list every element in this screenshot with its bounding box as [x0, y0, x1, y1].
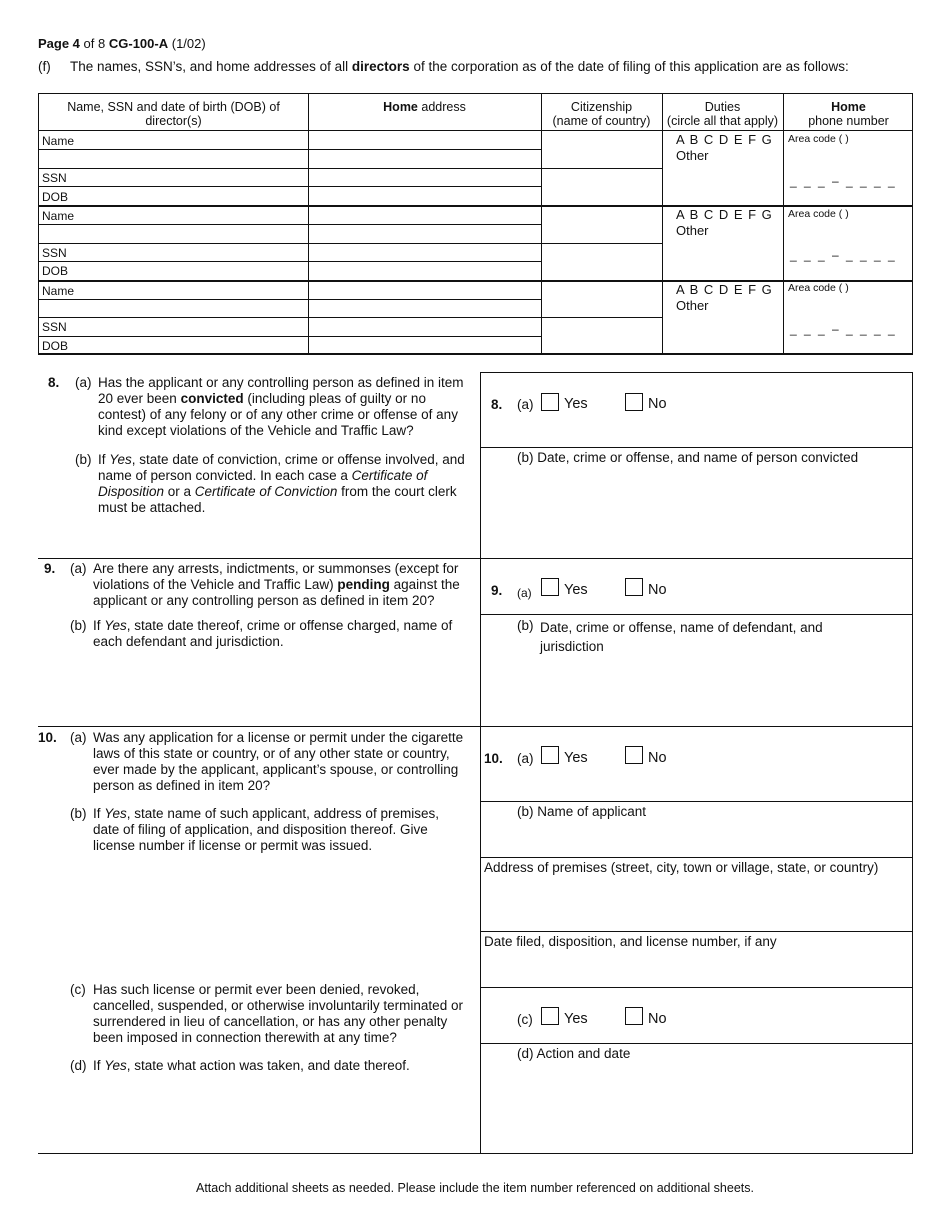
area-code-label: Area code ( ) [788, 208, 849, 220]
q10c-yes-label: Yes [564, 1011, 588, 1027]
form-date: (1/02) [171, 36, 206, 51]
q9b-question: If Yes, state date thereof, crime or offense charged, name of each defendant and jurisdiction. [93, 618, 453, 649]
intro-tag: (f) [38, 59, 51, 74]
name-label: Name [42, 134, 75, 148]
intro-text-after: of the corporation as of the date of filing of this application are as follows: [409, 59, 849, 74]
q10c-no-label: No [648, 1011, 667, 1027]
q8b-tag: (b) [75, 452, 92, 467]
area-code-label: Area code ( ) [788, 133, 849, 145]
phone-dashes[interactable]: _ _ _ – _ _ _ _ [790, 322, 897, 336]
q9-no-checkbox[interactable] [625, 578, 643, 596]
q10c-question: Has such license or permit ever been denied, revoked, cancelled, suspended, or otherwise involuntarily terminated or surrendered in lieu of cancellation, or has any other penalty been imposed in connection therewith at any time? [93, 982, 463, 1045]
directors-intro [38, 59, 918, 74]
q8b-answer-label: (b) Date, crime or offense, and name of person convicted [517, 450, 859, 465]
dob-label: DOB [42, 339, 69, 353]
page-header [38, 36, 206, 51]
q10d-answer-label: (d) Action and date [517, 1046, 631, 1061]
q10a-no-label: No [648, 750, 667, 766]
q10a-no-checkbox[interactable] [625, 746, 643, 764]
q9b-answer-tag: (b) [517, 618, 534, 633]
ssn-label: SSN [42, 246, 67, 260]
q10-number: 10. [38, 730, 57, 745]
intro-text-before: The names, SSN’s, and home addresses of all [70, 59, 352, 74]
q9-no-label: No [648, 582, 667, 598]
duties-options[interactable]: A B C D E F G Other [676, 207, 773, 238]
col-header-duties: Duties (circle all that apply) [666, 100, 779, 128]
page-total: of 8 [83, 36, 106, 51]
q10b-answer-label: (b) Name of applicant [517, 804, 647, 819]
q9-yes-label: Yes [564, 582, 588, 598]
col-header-address: Home address [383, 100, 466, 114]
col-header-name: Name, SSN and date of birth (DOB) of director(s) [67, 100, 280, 128]
intro-bold: directors [351, 59, 410, 74]
q8a-question: Has the applicant or any controlling person as defined in item 20 ever been convicted (including pleas of guilty or no contest) of any felony or of any other crime or offense of any kind except violations of the Vehicle and Traffic Law? [98, 375, 464, 438]
q10c-no-checkbox[interactable] [625, 1007, 643, 1025]
q9-answer-number: 9. [491, 583, 503, 598]
form-id: CG-100-A [108, 36, 169, 51]
q8-answer-a: (a) [517, 397, 534, 412]
q8-answer-number: 8. [491, 397, 503, 412]
page-number: Page 4 [38, 36, 80, 51]
q10a-question: Was any application for a license or permit under the cigarette laws of this state or country, or of any other state or country, ever made by the applicant, applicant’s spouse, or controlling person as defined in item 20? [93, 730, 464, 793]
col-header-citizenship: Citizenship (name of country) [552, 100, 651, 128]
phone-dashes[interactable]: _ _ _ – _ _ _ _ [790, 248, 897, 262]
name-label: Name [42, 284, 75, 298]
duties-options[interactable]: A B C D E F G Other [676, 132, 773, 163]
q10d-question: If Yes, state what action was taken, and date thereof. [93, 1058, 410, 1073]
footer-note: Attach additional sheets as needed. Please include the item number referenced on additional sheets. [195, 1181, 754, 1195]
q10b-question: If Yes, state name of such applicant, address of premises, date of filing of application, and disposition thereof. Give license number if license or permit was issued. [93, 806, 439, 853]
q10-answer-number: 10. [484, 751, 503, 766]
q9-number: 9. [44, 561, 56, 576]
q10a-yes-checkbox[interactable] [541, 746, 559, 764]
ssn-label: SSN [42, 171, 67, 185]
name-label: Name [42, 209, 75, 223]
q10c-yes-checkbox[interactable] [541, 1007, 559, 1025]
q10d-tag: (d) [70, 1058, 87, 1073]
q8-no-label: No [648, 396, 667, 412]
q9a-tag: (a) [70, 561, 87, 576]
q10c-tag: (c) [70, 982, 86, 997]
duties-options[interactable]: A B C D E F G Other [676, 282, 773, 313]
q8a-tag: (a) [75, 375, 92, 390]
q10-date-label: Date filed, disposition, and license number, if any [484, 934, 777, 949]
q9b-tag: (b) [70, 618, 87, 633]
q9a-question: Are there any arrests, indictments, or summonses (except for violations of the Vehicle and Traffic Law) pending against the applicant or any controlling person as defined in item 20? [93, 561, 460, 608]
q8b-question: If Yes, state date of conviction, crime or offense involved, and name of person convicted. In each case a Certificate of Disposition or a Certificate of Conviction from the court clerk must be attached. [98, 452, 465, 515]
q8-yes-label: Yes [564, 396, 588, 412]
area-code-label: Area code ( ) [788, 282, 849, 294]
q10-answer-a: (a) [517, 751, 534, 766]
q10c-answer-tag: (c) [517, 1012, 533, 1027]
q10-address-label: Address of premises (street, city, town or village, state, or country) [484, 860, 879, 875]
q8-number: 8. [48, 375, 60, 390]
q10a-yes-label: Yes [564, 750, 588, 766]
directors-table [38, 93, 913, 355]
q10b-tag: (b) [70, 806, 87, 821]
q9-yes-checkbox[interactable] [541, 578, 559, 596]
ssn-label: SSN [42, 320, 67, 334]
q8-no-checkbox[interactable] [625, 393, 643, 411]
col-header-phone: Home phone number [808, 100, 889, 128]
q9-answer-a: (a) [517, 586, 532, 600]
dob-label: DOB [42, 190, 69, 204]
q10a-tag: (a) [70, 730, 87, 745]
phone-dashes[interactable]: _ _ _ – _ _ _ _ [790, 174, 897, 188]
q8-yes-checkbox[interactable] [541, 393, 559, 411]
dob-label: DOB [42, 264, 69, 278]
q9b-answer-label: Date, crime or offense, name of defendant, and jurisdiction [540, 620, 823, 654]
